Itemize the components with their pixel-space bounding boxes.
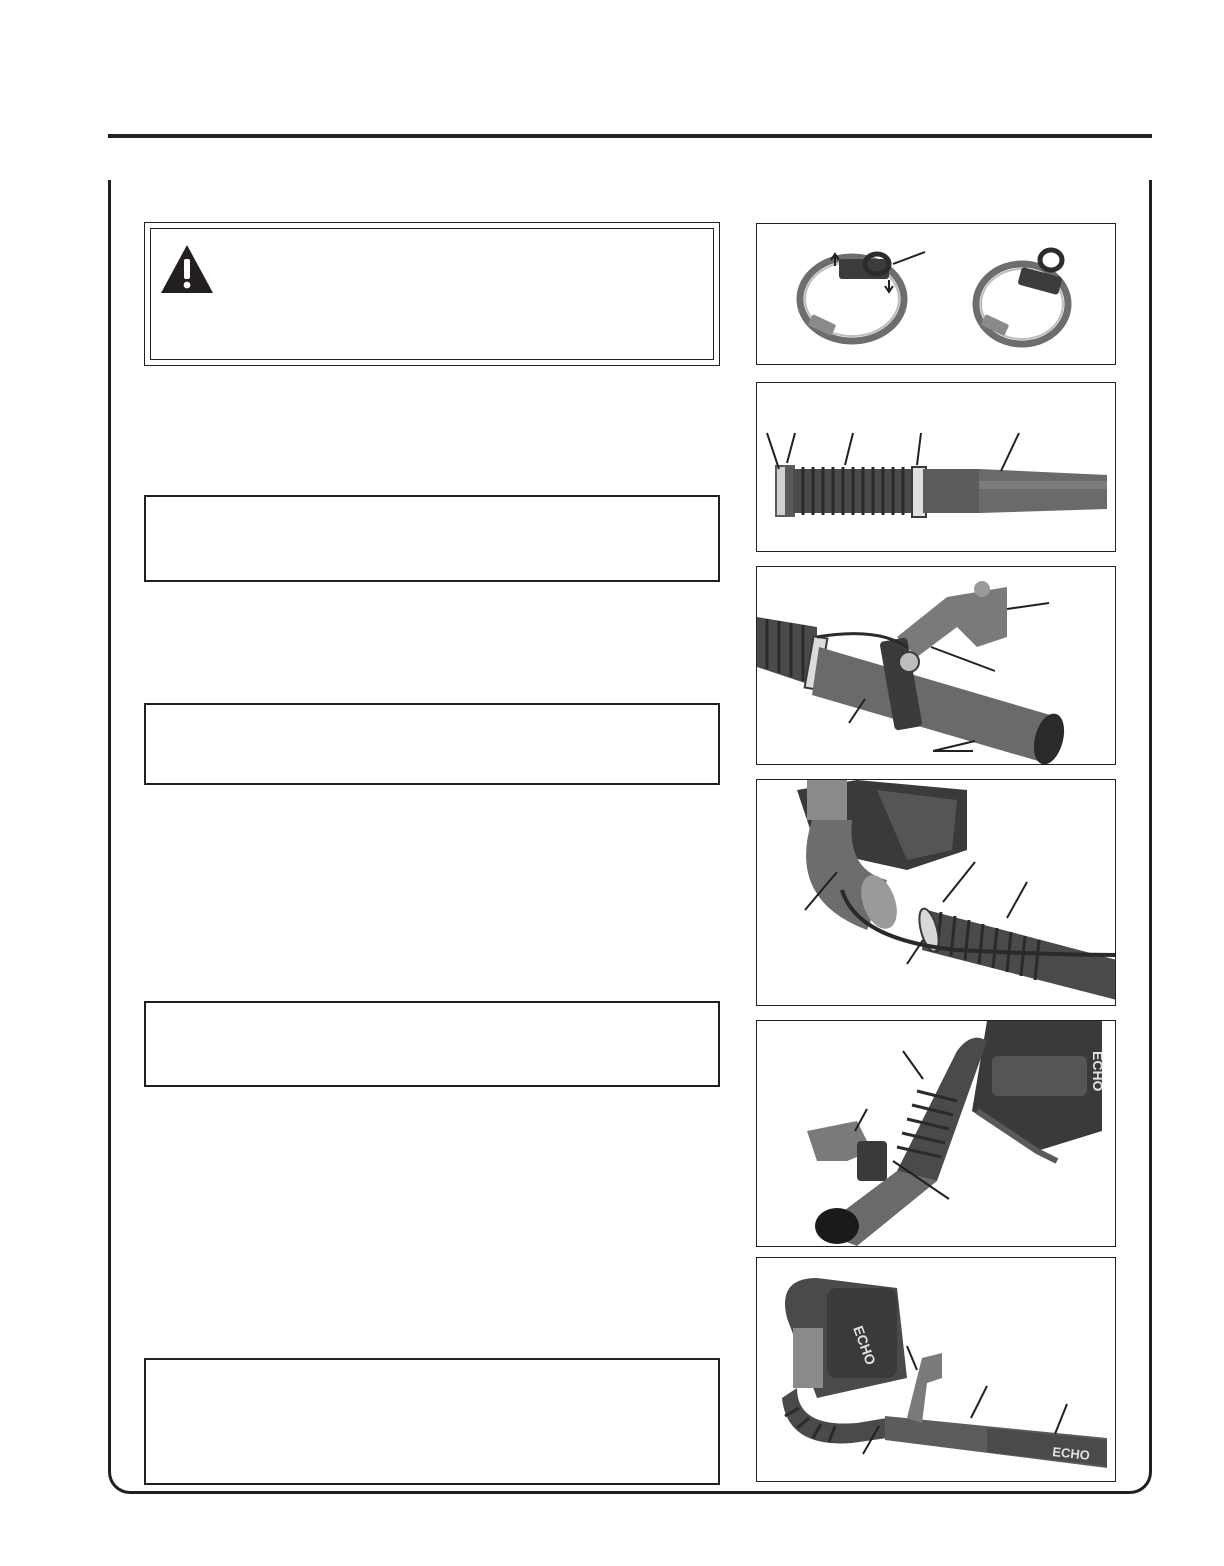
warning-box-inner xyxy=(150,228,714,360)
note-box-2 xyxy=(144,703,720,785)
brand-logo: ECHO xyxy=(850,1323,880,1368)
blower-backpack-icon xyxy=(972,1021,1106,1161)
blower-backpack-icon xyxy=(785,1278,907,1398)
figure-hose-clamps xyxy=(756,223,1116,365)
note-box-4 xyxy=(144,1358,720,1485)
figure-complete-blower xyxy=(756,1257,1116,1482)
figure-elbow-connection xyxy=(756,779,1116,1006)
brand-logo: ECHO xyxy=(1051,1444,1091,1463)
hose-clamp-closed-icon xyxy=(976,250,1068,344)
header-rule xyxy=(108,134,1152,138)
hose-clamp-open-icon xyxy=(800,254,904,341)
figure-pipe-attached xyxy=(756,1020,1116,1247)
figure-throttle-handle xyxy=(756,566,1116,765)
throttle-handle-icon xyxy=(907,1353,942,1423)
note-box-3 xyxy=(144,1001,720,1087)
figure-flex-pipe-assembly xyxy=(756,382,1116,552)
warning-triangle-icon xyxy=(159,243,215,295)
warning-box xyxy=(144,222,720,366)
brand-logo: ECHO xyxy=(1090,1051,1106,1092)
note-box-1 xyxy=(144,495,720,582)
throttle-handle-icon xyxy=(807,1121,887,1181)
flex-pipe-icon xyxy=(775,465,1107,517)
